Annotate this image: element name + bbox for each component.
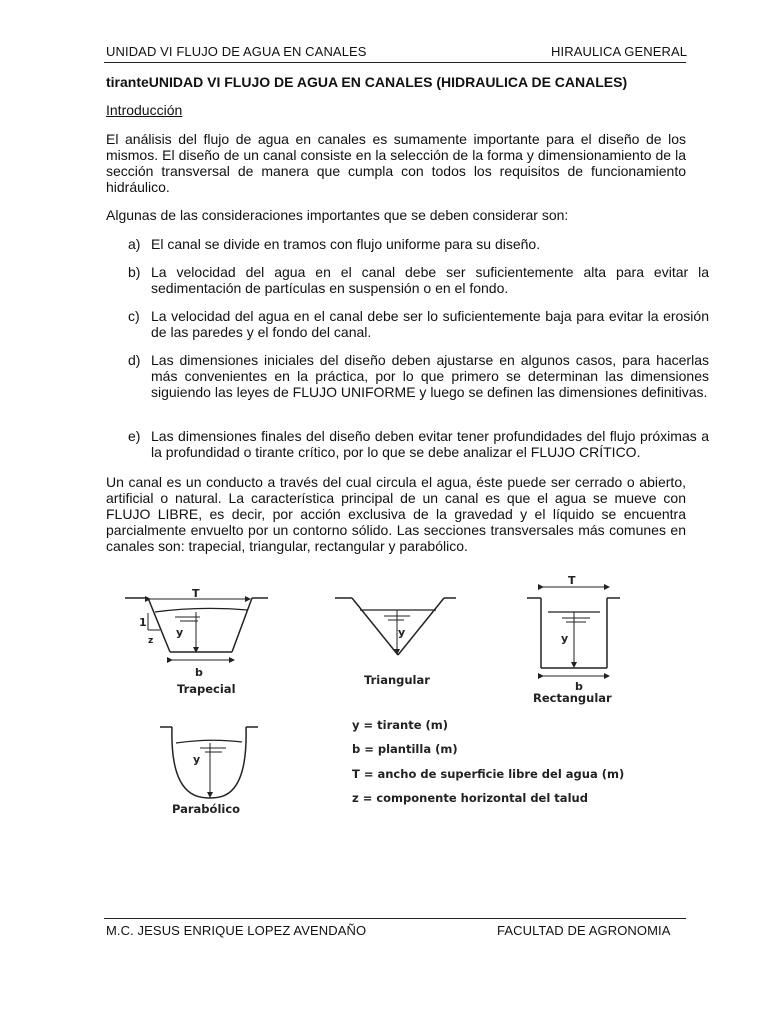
definition-b: b = plantilla (m) [352, 742, 458, 756]
list-item-text: La velocidad del agua en el canal debe ser suficientemente alta para evitar la sedimentación de partículas en suspensión o en el fondo. [151, 264, 709, 296]
definition-y: y = tirante (m) [352, 718, 448, 732]
list-item-b [128, 264, 709, 296]
rectangular-y-label: y [561, 632, 569, 645]
trapezoidal-z-label: z [148, 636, 154, 646]
list-item-label: b) [128, 264, 141, 280]
list-item-label: d) [128, 352, 141, 368]
triangular-y-label: y [398, 626, 406, 639]
trapezoidal-slope-1-label: 1 [139, 616, 147, 629]
list-item-label: a) [128, 236, 141, 252]
definition-z: z = componente horizontal del talud [352, 791, 588, 805]
list-item-a [128, 236, 709, 252]
trapezoidal-section [125, 598, 268, 660]
rectangular-T-label: T [568, 574, 576, 587]
header-rule [104, 62, 686, 63]
caption-triangular: Triangular [364, 673, 430, 687]
paragraph-2: Algunas de las consideraciones importantes que se deben considerar son: [106, 207, 569, 223]
caption-trapecial: Trapecial [177, 682, 236, 696]
list-item-text: Las dimensiones iniciales del diseño deben ajustarse en algunos casos, para hacerlas más convenientes en la práctica, por lo que primero se determinan las dimensiones siguiendo las leyes de FLUJO UNIFORME y luego se definen las dimensiones definitivas. [151, 352, 709, 400]
trapezoidal-y-label: y [176, 626, 184, 639]
paragraph-1: El análisis del flujo de agua en canales es sumamente importante para el diseño de los mismos. El diseño de un canal consiste en la selección de la forma y dimensionamiento de la sección transversal de manera que cumpla con todos los requisitos de funcionamiento hidráulico. [106, 131, 686, 195]
trapezoidal-b-label: b [195, 666, 203, 679]
definition-T: T = ancho de superficie libre del agua (m) [352, 767, 625, 781]
list-item-text: Las dimensiones finales del diseño deben evitar tener profundidades del flujo próximas a la profundidad o tirante crítico, por lo que se debe analizar el FLUJO CRÍTICO. [151, 428, 709, 460]
header-left: UNIDAD VI FLUJO DE AGUA EN CANALES [106, 44, 367, 59]
parabolic-y-label: y [193, 753, 201, 766]
footer-rule [104, 918, 686, 919]
paragraph-3: Un canal es un conducto a través del cual circula el agua, éste puede ser cerrado o abierto, artificial o natural. La característica principal de un canal es que el agua se mueve con FLUJO LIBRE, es decir, por acción exclusiva de la gravedad y el líquido se encuentra parcialmente envuelto por un contorno sólido. Las secciones transversales más comunes en canales son: trapecial, triangular, rectangular y parabólico. [106, 474, 686, 554]
page-title: tiranteUNIDAD VI FLUJO DE AGUA EN CANALES (HIDRAULICA DE CANALES) [106, 74, 628, 90]
footer-right: FACULTAD DE AGRONOMIA [497, 923, 671, 938]
rectangular-section [527, 587, 620, 676]
header-right: HIRAULICA GENERAL [551, 44, 688, 59]
list-item-c [128, 308, 709, 340]
trapezoidal-T-label: T [192, 587, 200, 600]
list-item-d [128, 352, 709, 400]
caption-parabolico: Parabólico [172, 802, 241, 816]
parabolic-section [160, 727, 258, 798]
list-item-label: c) [128, 308, 140, 324]
channel-sections-figure [0, 560, 768, 830]
rectangular-b-label: b [575, 680, 583, 693]
list-item-e [128, 428, 709, 460]
caption-rectangular: Rectangular [533, 691, 612, 705]
list-item-text: La velocidad del agua en el canal debe ser lo suficientemente baja para evitar la erosión de las paredes y el fondo del canal. [151, 308, 709, 340]
list-item-text: El canal se divide en tramos con flujo uniforme para su diseño. [151, 236, 541, 252]
list-item-label: e) [128, 428, 141, 444]
intro-heading: Introducción [106, 102, 183, 118]
triangular-section [335, 598, 456, 655]
footer-left: M.C. JESUS ENRIQUE LOPEZ AVENDAÑO [106, 923, 367, 938]
